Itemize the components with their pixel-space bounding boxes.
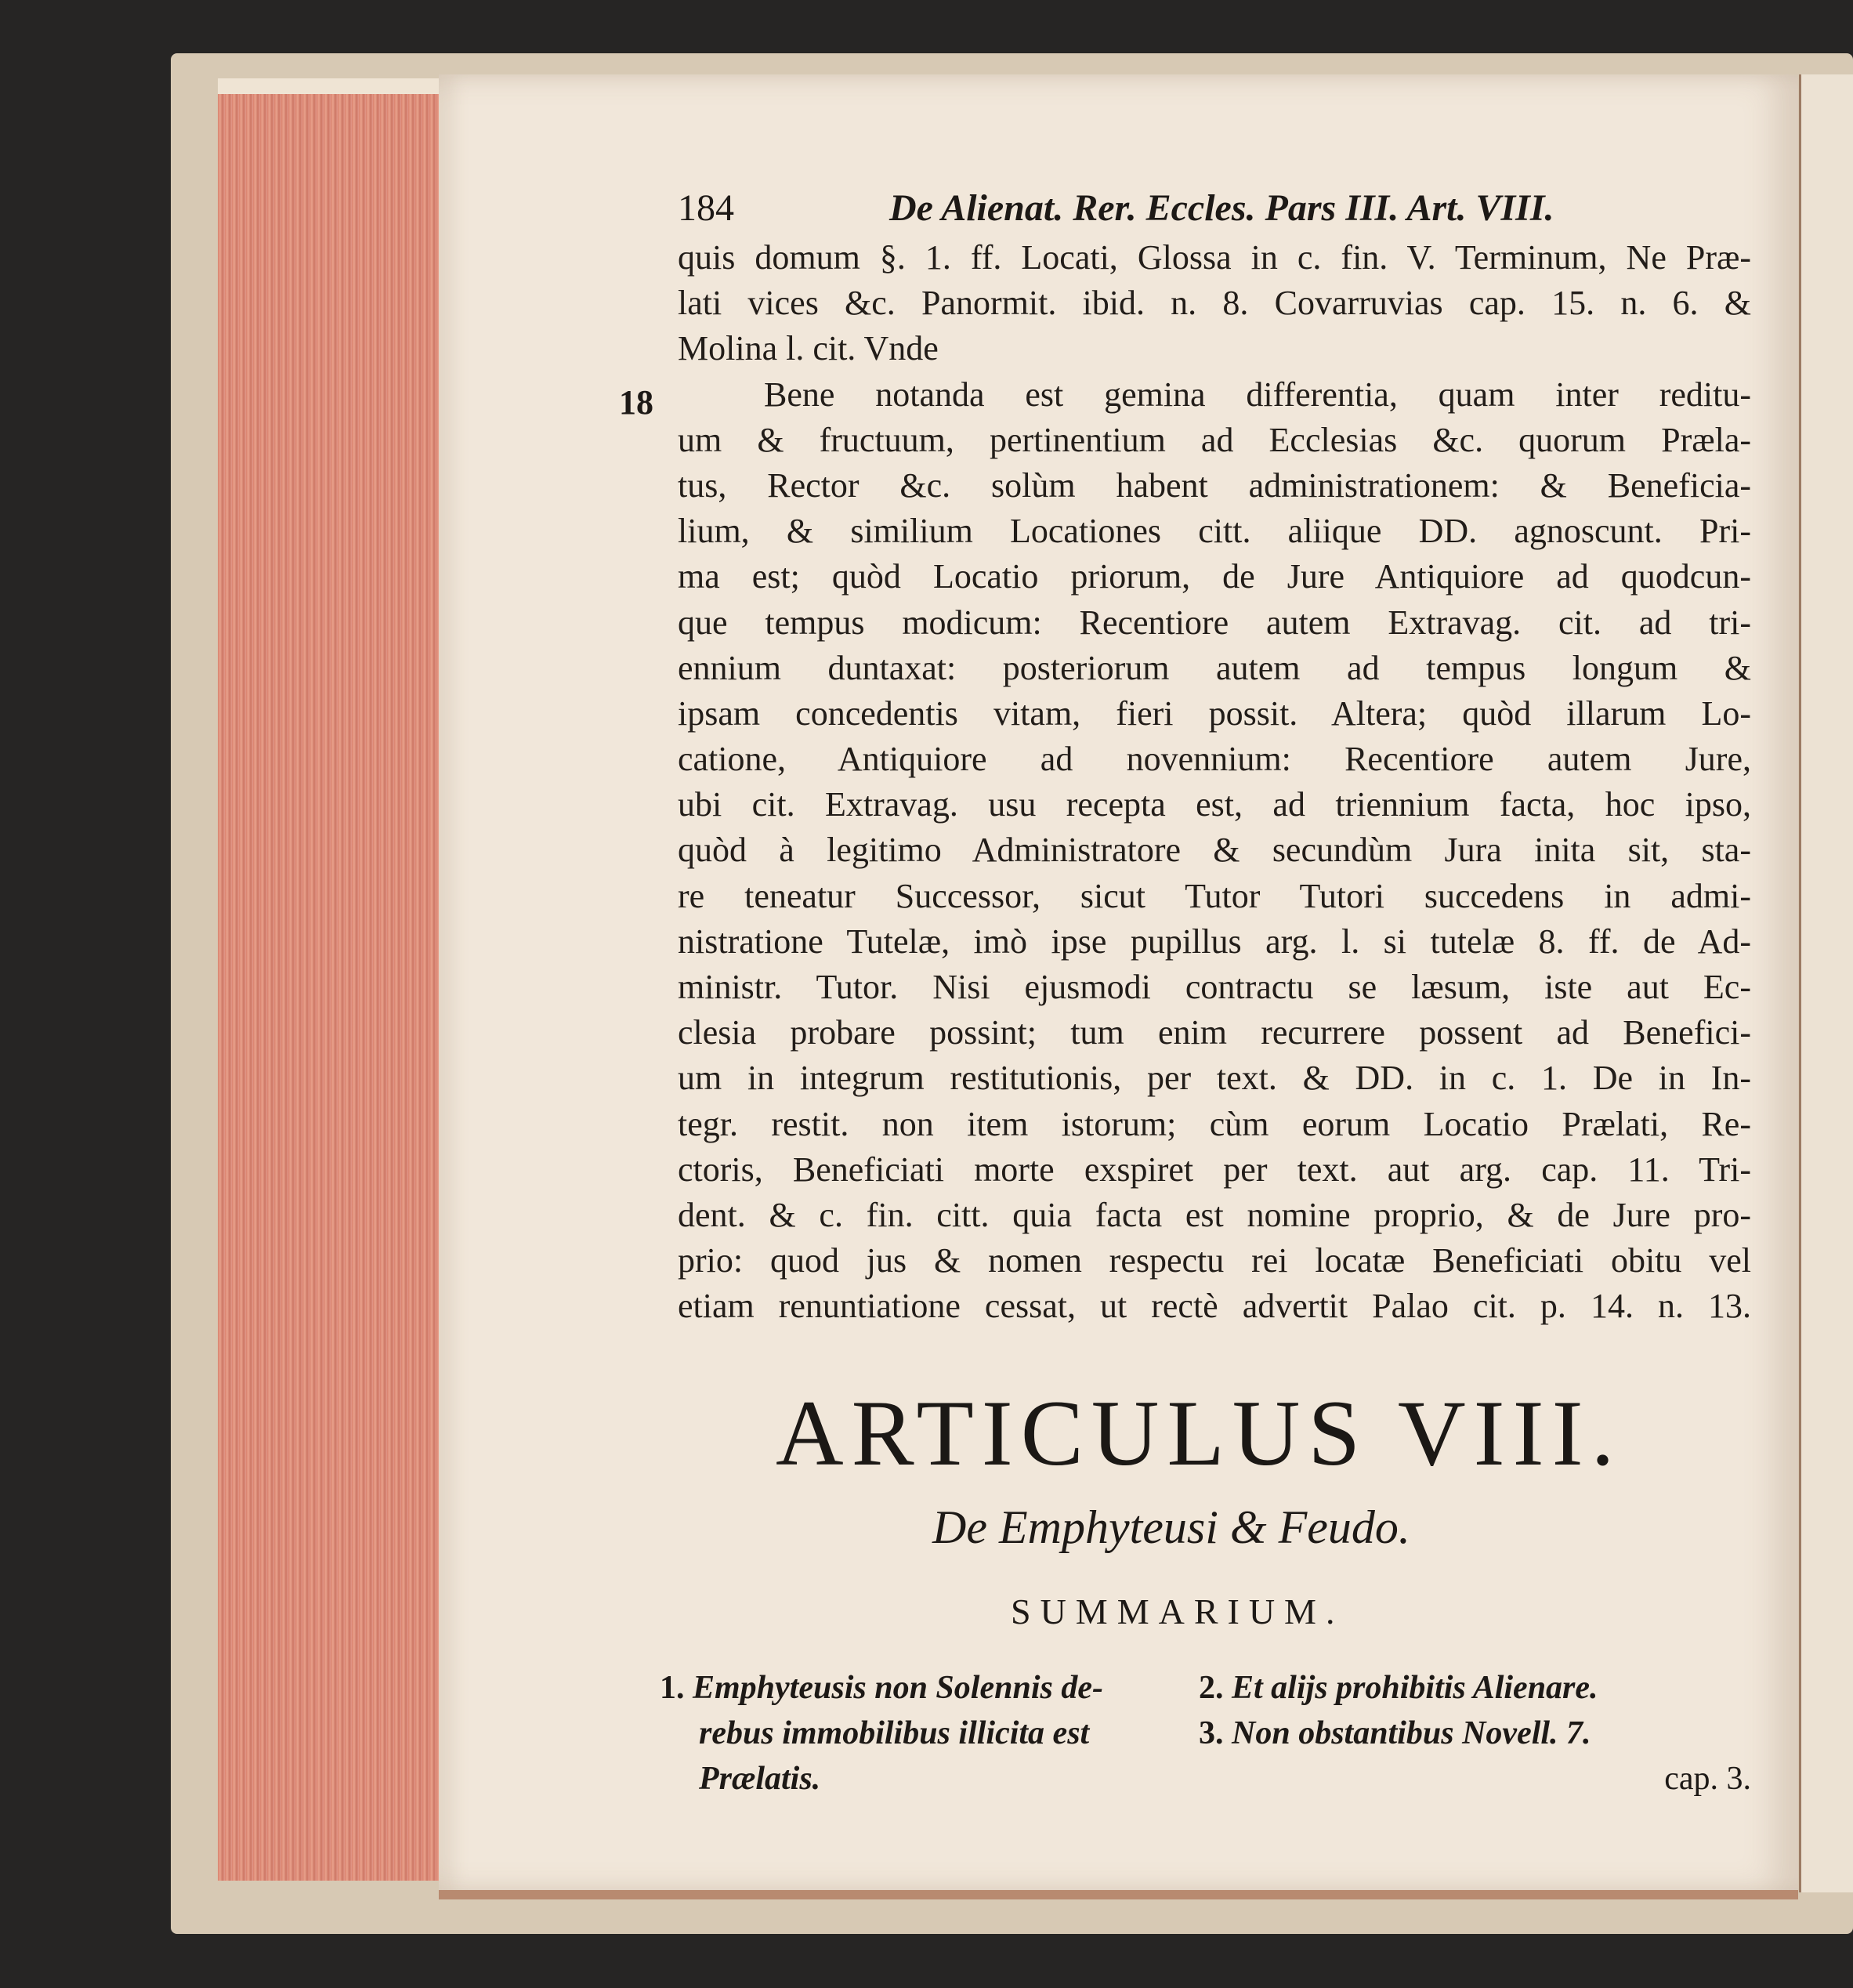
text-line: prio: quod jus & nomen respectu rei locatæ Beneficiati obitu vel (678, 1241, 1751, 1280)
text-line: ubi cit. Extravag. usu recepta est, ad triennium facta, hoc ipso, (678, 785, 1751, 824)
text-line: lium, & similium Locationes citt. aliique DD. agnoscunt. Pri- (678, 512, 1751, 551)
text-line: ctoris, Beneficiati morte exspiret per text. aut arg. cap. 11. Tri- (678, 1150, 1751, 1189)
summary-item-text: Et alijs prohibitis Alienare. (1232, 1670, 1598, 1706)
text-line: um & fructuum, pertinentium ad Ecclesias &c. quorum Præla- (678, 420, 1751, 459)
summary-item (660, 1665, 1177, 1711)
summary-item-text: Non obstantibus Novell. 7. (1232, 1715, 1591, 1751)
text-line: que tempus modicum: Recentiore autem Extravag. cit. ad tri- (678, 603, 1751, 642)
summary-item-text: cap. 3. (1664, 1761, 1751, 1797)
summary-column-left (660, 1665, 1177, 1802)
text-line: dent. & c. fin. citt. quia facta est nomine proprio, & de Jure pro- (678, 1195, 1751, 1234)
summary-item-text: Emphyteusis non Solennis de- (693, 1670, 1103, 1706)
text-line: tus, Rector &c. solùm habent administrationem: & Beneficia- (678, 465, 1751, 505)
page-number: 184 (678, 187, 734, 229)
text-line: ma est; quòd Locatio priorum, de Jure Antiquiore ad quodcun- (678, 557, 1751, 596)
text-line: etiam renuntiatione cessat, ut rectè advertit Palao cit. p. 14. n. 13. (678, 1287, 1751, 1326)
text-line: ennium duntaxat: posteriorum autem ad tempus longum & (678, 648, 1751, 687)
summary-item (1199, 1711, 1751, 1756)
text-line: ministr. Tutor. Nisi ejusmodi contractu se læsum, iste aut Ec- (678, 968, 1751, 1006)
text-line: um in integrum restitutionis, per text. & DD. in c. 1. De in In- (678, 1059, 1751, 1098)
summary-item (660, 1711, 1177, 1756)
summary-item-number: 3. (1199, 1715, 1224, 1751)
article-subtitle: De Emphyteusi & Feudo. (932, 1501, 1410, 1553)
text-line: Molina l. cit. Vnde (678, 329, 939, 368)
text-line: lati vices &c. Panormit. ibid. n. 8. Covarruvias cap. 15. n. 6. & (678, 284, 1751, 323)
summary-item (1199, 1665, 1751, 1711)
page-bottom-edge (439, 1890, 1798, 1899)
summary-item-text: rebus immobilibus illicita est (699, 1715, 1090, 1751)
page-fore-edge (218, 94, 456, 1881)
facing-page-edge (1799, 74, 1853, 1892)
text-line: re teneatur Successor, sicut Tutor Tutori succedens in admi- (678, 876, 1751, 915)
text-line: quòd à legitimo Administratore & secundùm Jura inita sit, sta- (678, 831, 1751, 870)
body-text (678, 235, 1751, 1330)
summary-item-number: 1. (660, 1670, 685, 1706)
text-line: quis domum §. 1. ff. Locati, Glossa in c. fin. V. Terminum, Ne Præ- (678, 238, 1751, 277)
text-line: catione, Antiquiore ad novennium: Recentiore autem Jure, (678, 740, 1751, 779)
text-line: Bene notanda est gemina differentia, quam inter reditu- (764, 375, 1751, 414)
summary-item-text: Prælatis. (699, 1761, 821, 1797)
page-header (678, 186, 1775, 234)
summary-column-right (1199, 1665, 1751, 1802)
text-line: clesia probare possint; tum enim recurrere possent ad Benefici- (678, 1013, 1751, 1052)
marginal-number: 18 (619, 383, 653, 422)
text-line: ipsam concedentis vitam, fieri possit. Altera; quòd illarum Lo- (678, 693, 1751, 733)
article-heading: ARTICULUS VIII. (776, 1381, 1623, 1485)
summary-item (1199, 1756, 1751, 1802)
running-title: De Alienat. Rer. Eccles. Pars III. Art. VIII. (889, 187, 1554, 229)
text-line: nistratione Tutelæ, imò ipse pupillus arg. l. si tutelæ 8. ff. de Ad- (678, 922, 1751, 961)
text-line: tegr. restit. non item istorum; cùm eorum Locatio Prælati, Re- (678, 1104, 1751, 1143)
summary-item (660, 1756, 1177, 1802)
summary-heading: SUMMARIUM. (1011, 1591, 1345, 1631)
summary-item-number: 2. (1199, 1670, 1224, 1706)
